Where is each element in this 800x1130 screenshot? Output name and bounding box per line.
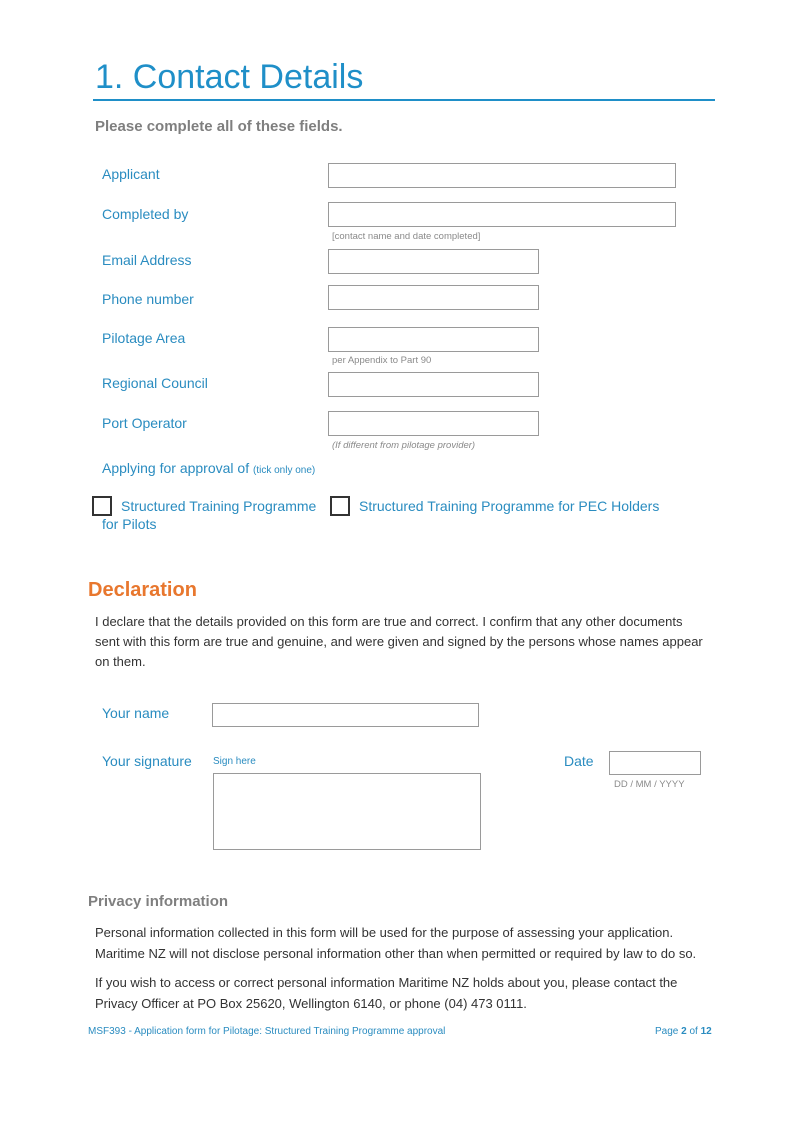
declaration-text: [95, 612, 725, 672]
port-operator-label: Port Operator: [102, 415, 187, 431]
footer-form-name: MSF393 - Application form for Pilotage: Structured Training Programme approval: [88, 1026, 446, 1037]
page-total: 12: [700, 1026, 712, 1037]
pec-holders-checkbox[interactable]: [330, 496, 350, 516]
page-title: 1. Contact Details: [95, 58, 364, 96]
your-name-label: Your name: [102, 705, 170, 721]
regional-council-input[interactable]: [328, 372, 539, 397]
phone-input[interactable]: [328, 285, 539, 310]
declaration-text-line: sent with this form are true and genuine, and were given and signed by the persons whose names appear: [95, 634, 703, 649]
your-signature-label: Your signature: [102, 753, 192, 769]
instruction-text: Please complete all of these fields.: [95, 118, 343, 135]
declaration-title: Declaration: [88, 579, 197, 601]
privacy-text-line: If you wish to access or correct personal information Maritime NZ holds about you, please contact the: [95, 975, 678, 990]
footer-page-number: [655, 1026, 712, 1037]
privacy-text-line: Privacy Officer at PO Box 25620, Wellington 6140, or phone (04) 473 0111.: [95, 996, 527, 1011]
pilotage-area-hint: per Appendix to Part 90: [332, 355, 432, 366]
pilotage-area-label: Pilotage Area: [102, 330, 186, 346]
declaration-text-line: I declare that the details provided on this form are true and correct. I confirm that any other documents: [95, 614, 683, 629]
privacy-paragraph-2: [95, 972, 735, 1014]
applying-hint: (tick only one): [252, 465, 316, 476]
date-input[interactable]: [609, 751, 701, 775]
pilots-checkbox[interactable]: [92, 496, 112, 516]
your-name-input[interactable]: [212, 703, 479, 727]
pilots-option-line1: Structured Training Programme: [121, 498, 317, 514]
applicant-label: Applicant: [102, 166, 160, 182]
privacy-title: Privacy information: [88, 893, 229, 910]
page-prefix: Page: [655, 1026, 679, 1037]
port-operator-input[interactable]: [328, 411, 539, 436]
privacy-paragraph-1: [95, 922, 735, 964]
email-input[interactable]: [328, 249, 539, 274]
privacy-text-line: Personal information collected in this form will be used for the purpose of assessing your application.: [95, 925, 674, 940]
date-label: Date: [564, 753, 594, 769]
privacy-text-line: Maritime NZ will not disclose personal information other than when permitted or required by law to do so.: [95, 946, 697, 961]
title-divider: [93, 99, 715, 101]
completed-by-label: Completed by: [102, 206, 189, 222]
date-format-hint: DD / MM / YYYY: [614, 779, 685, 790]
completed-by-hint: [contact name and date completed]: [332, 231, 481, 242]
completed-by-input[interactable]: [328, 202, 676, 227]
applying-label-text: Applying for approval of: [102, 460, 250, 476]
page-current: 2: [681, 1026, 687, 1037]
pec-holders-option: Structured Training Programme for PEC Holders: [359, 498, 660, 514]
sign-here-hint: Sign here: [213, 756, 256, 767]
regional-council-label: Regional Council: [102, 375, 208, 391]
page-of: of: [689, 1026, 698, 1037]
pilotage-area-input[interactable]: [328, 327, 539, 352]
pilots-option-line2: for Pilots: [102, 516, 157, 532]
email-label: Email Address: [102, 252, 192, 268]
port-operator-hint: (If different from pilotage provider): [332, 440, 476, 451]
phone-label: Phone number: [102, 291, 194, 307]
applicant-input[interactable]: [328, 163, 676, 188]
applying-label: [102, 460, 315, 476]
signature-box[interactable]: [213, 773, 481, 850]
declaration-text-line: on them.: [95, 654, 146, 669]
